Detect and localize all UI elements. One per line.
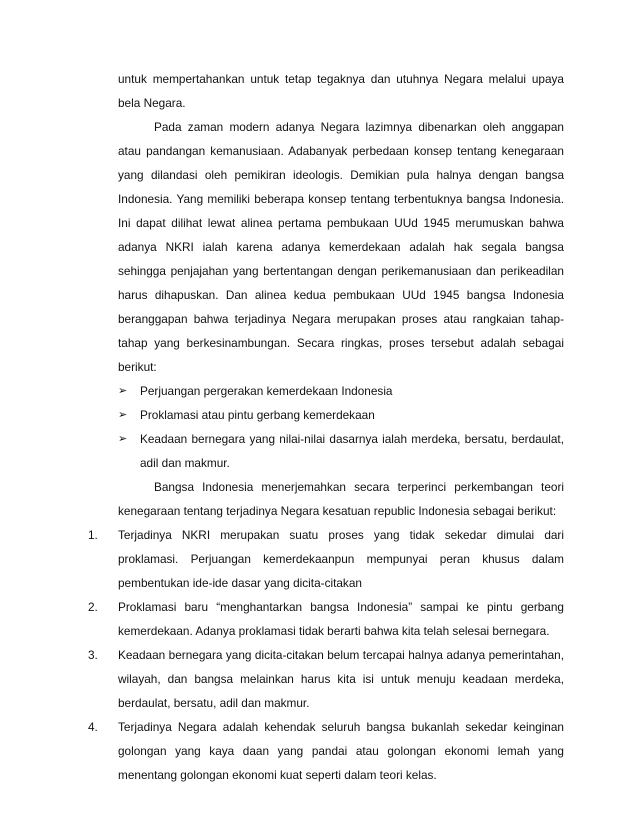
item-text: Terjadinya Negara adalah kehendak seluruh bangsa bukanlah sekedar keinginan golongan yang kaya daan yang pandai atau golongan ekonomi lemah yang menentang golongan ekonomi kuat seperti dalam teori kelas. — [118, 720, 564, 782]
arrow-bullet-icon: ➢ — [118, 433, 128, 445]
numbered-item — [88, 523, 564, 595]
bullet-list — [118, 379, 564, 475]
arrow-bullet-icon: ➢ — [118, 409, 128, 421]
item-number: 3. — [88, 648, 98, 662]
bullet-item — [118, 403, 564, 427]
bullet-item — [118, 379, 564, 403]
item-text: Proklamasi baru “menghantarkan bangsa Indonesia” sampai ke pintu gerbang kemerdekaan. Adanya proklamasi tidak berarti bahwa kita telah selesai bernegara. — [118, 600, 564, 638]
item-number: 1. — [88, 528, 98, 542]
paragraph-zaman-modern: Pada zaman modern adanya Negara lazimnya dibenarkan oleh anggapan atau pandangan kemanusiaan. Adabanyak perbedaan konsep tentang kenegaraan yang dilandasi oleh pemikiran ideologis. Demikian pula halnya dengan bangsa Indonesia. Yang memiliki beberapa konsep tentang terbentuknya bangsa Indonesia. Ini dapat dilihat lewat alinea pertama pembukaan UUd 1945 merumuskan bahwa adanya NKRI ialah karena adanya kemerdekaan adalah hak segala bangsa sehingga penjajahan yang bertentangan dengan perikemanusiaan dan perikeadilan harus dihapuskan. Dan alinea kedua pembukaan UUd 1945 bangsa Indonesia beranggapan bahwa terjadinya Negara merupakan proses atau rangkaian tahap-tahap yang berkesinambungan. Secara ringkas, proses tersebut adalah sebagai berikut: — [118, 120, 564, 374]
bullet-text: Keadaan bernegara yang nilai-nilai dasarnya ialah merdeka, bersatu, berdaulat, adil dan makmur. — [140, 432, 564, 470]
item-text: Terjadinya NKRI merupakan suatu proses yang tidak sekedar dimulai dari proklamasi. Perjuangan kemerdekaanpun mempunyai peran khusus dalam pembentukan ide-ide dasar yang dicita-citakan — [118, 528, 564, 590]
item-text: Keadaan bernegara yang dicita-citakan belum tercapai halnya adanya pemerintahan, wilayah, dan bangsa melainkan harus kita isi untuk menuju keadaan merdeka, berdaulat, bersatu, adil dan makmur. — [118, 648, 564, 710]
numbered-list — [88, 523, 564, 787]
item-number: 4. — [88, 720, 98, 734]
paragraph-bangsa-indonesia: Bangsa Indonesia menerjemahkan secara terperinci perkembangan teori kenegaraan tentang terjadinya Negara kesatuan republic Indonesia sebagai berikut: — [118, 480, 564, 518]
bullet-item — [118, 427, 564, 475]
numbered-item — [88, 715, 564, 787]
numbered-item — [88, 643, 564, 715]
numbered-item — [88, 595, 564, 643]
document-body — [88, 67, 564, 787]
item-number: 2. — [88, 600, 98, 614]
paragraph-continuation: untuk mempertahankan untuk tetap tegaknya dan utuhnya Negara melalui upaya bela Negara. — [118, 72, 564, 110]
bullet-text: Proklamasi atau pintu gerbang kemerdekaan — [140, 408, 375, 422]
arrow-bullet-icon: ➢ — [118, 385, 128, 397]
bullet-text: Perjuangan pergerakan kemerdekaan Indonesia — [140, 384, 393, 398]
